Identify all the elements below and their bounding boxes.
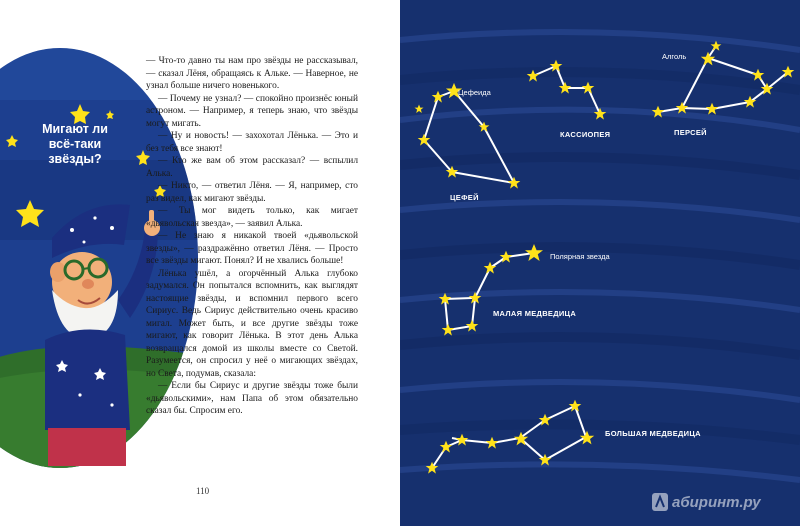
paragraph: — Если бы Сириус и другие звёзды тоже были «дьявольскими», нам Папа об этом обязательно сказал бы. Спросим его. [146, 381, 358, 416]
right-page-star-map [400, 0, 800, 526]
paragraph: — Что-то давно ты нам про звёзды не рассказывал, — сказал Лёня, обращаясь к Альке. — Наверное, не узнал больше ничего новенького. [146, 56, 358, 91]
story-text [146, 55, 358, 418]
paragraph: Лёнька ушёл, а огорчённый Алька глубоко задумался. Он попытался вспомнить, как выглядят настоящие звёзды, и вспомнил первого всего Сириус. Ведь Сириус действительно очень красиво мигал. Может быть, и все другие звёзды тоже мигают, как говорит Лёнька. В этот день Алька возвращался домой из школы вместе со Светой. Разумеется, он спросил у неё о мигающих звёздах, но Света, подумав, сказала: [146, 268, 358, 379]
label-cassiopeia: КАССИОПЕЯ [560, 130, 611, 139]
paragraph: — Ну и новость! — захохотал Лёнька. — Это и без тебя все знают! [146, 131, 358, 154]
star-map [400, 0, 800, 526]
page-number: 110 [196, 486, 210, 496]
paragraph: — Почему не узнал? — спокойно произнёс юный астроном. — Например, я теперь знаю, что звёзды могут мигать. [146, 93, 358, 129]
label-ursa-minor: МАЛАЯ МЕДВЕДИЦА [493, 309, 577, 318]
label-cepheid: Цефеида [458, 88, 491, 97]
label-polaris: Полярная звезда [550, 252, 610, 261]
label-algol: Алголь [662, 52, 687, 61]
paragraph: — Не знаю я никакой твоей «дьявольской звезды», — раздражённо ответил Лёня. — Просто все звёзды мигают. Понял? И не хвались больше! [146, 231, 358, 266]
paragraph: — Кто же вам об этом рассказал? — вспылил Алька. [146, 156, 358, 179]
label-perseus: ПЕРСЕЙ [674, 128, 707, 137]
paragraph: — Ты мог видеть только, как мигает «дьявольская звезда», — заявил Алька. [146, 206, 358, 229]
watermark-text: абиринт.ру [672, 494, 761, 511]
label-cepheus: ЦЕФЕЙ [450, 193, 479, 202]
label-ursa-major: БОЛЬШАЯ МЕДВЕДИЦА [605, 429, 701, 438]
section-heading: Мигают ли всё-таки звёзды? [42, 122, 108, 166]
paragraph: — Никто, — ответил Лёня. — Я, например, сто раз видел, как мигают звёзды. [146, 181, 358, 204]
